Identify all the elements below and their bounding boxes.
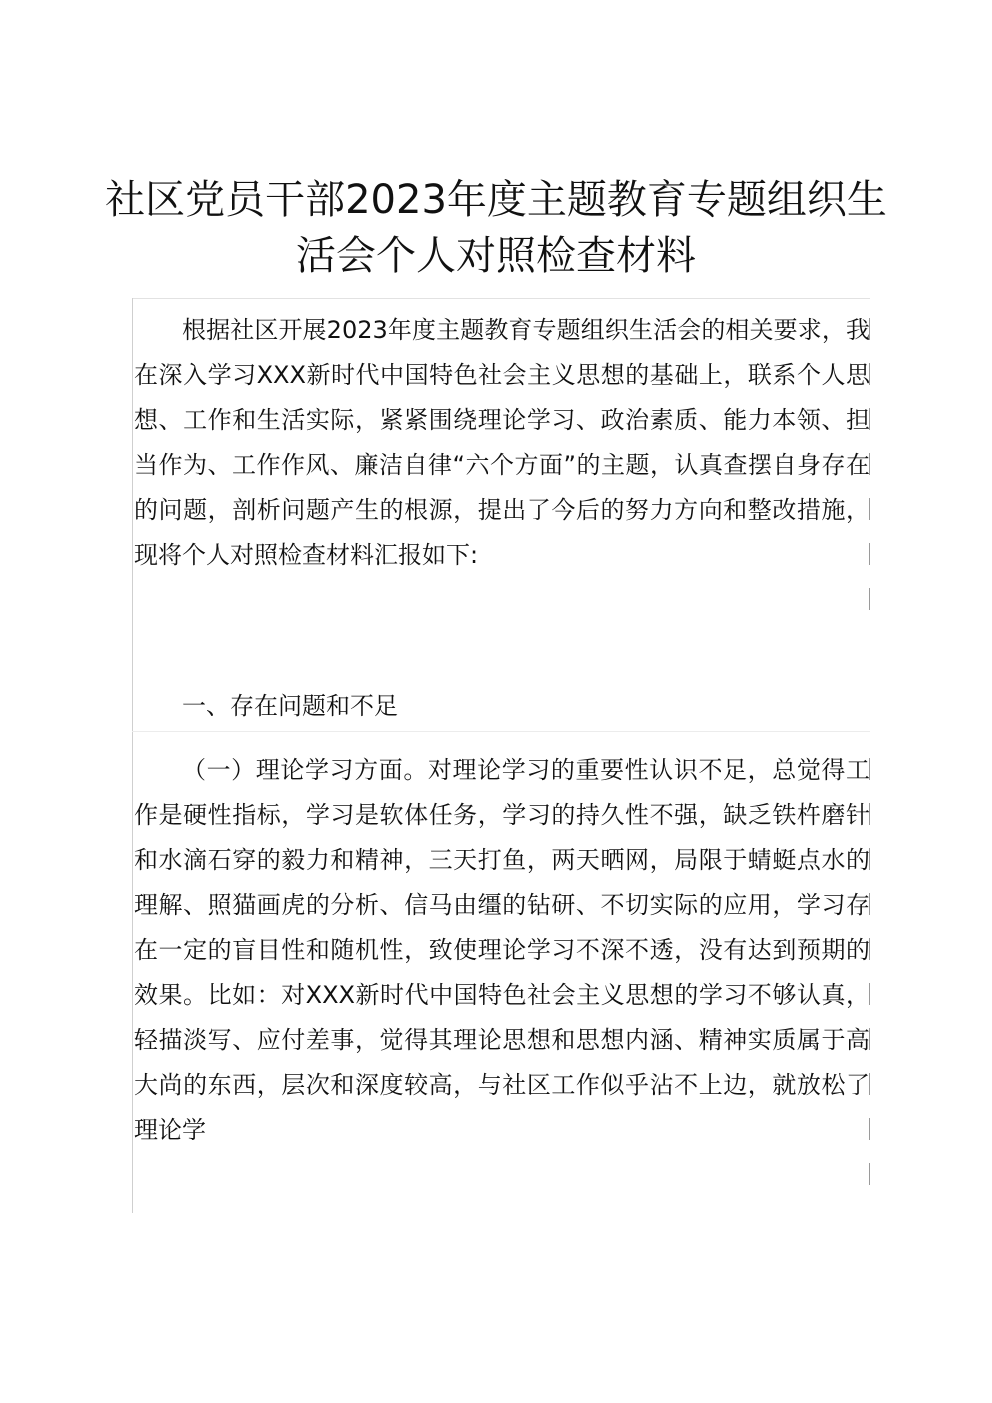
title-line-1: 社区党员干部2023年度主题教育专题组织生 xyxy=(105,177,887,223)
margin-tick xyxy=(869,1163,870,1185)
margin-line-left xyxy=(132,298,133,1213)
margin-line-section xyxy=(132,731,870,732)
intro-paragraph: 根据社区开展2023年度主题教育专题组织生活会的相关要求，我在深入学习XXX新时代中国特色社会主义思想的基础上，联系个人思想、工作和生活实际，紧紧围绕理论学习、政治素质、能力本领、担当作为、工作作风、廉洁自律“六个方面”的主题，认真查摆自身存在的问题，剖析问题产生的根源，提出了今后的努力方向和整改措施，现将个人对照检查材料汇报如下: xyxy=(134,316,870,569)
margin-tick xyxy=(869,588,870,610)
margin-line-top xyxy=(132,298,870,299)
document-title xyxy=(100,172,892,284)
theory-study-paragraph: （一）理论学习方面。对理论学习的重要性认识不足，总觉得工作是硬性指标，学习是软体任务，学习的持久性不强，缺乏铁杵磨针和水滴石穿的毅力和精神，三天打鱼，两天晒网，局限于蜻蜓点水的理解、照猫画虎的分析、信马由缰的钻研、不切实际的应用，学习存在一定的盲目性和随机性，致使理论学习不深不透，没有达到预期的效果。比如：对XXX新时代中国特色社会主义思想的学习不够认真，轻描淡写、应付差事，觉得其理论思想和思想内涵、精神实质属于高大尚的东西，层次和深度较高，与社区工作似乎沾不上边，就放松了理论学 xyxy=(134,756,870,1144)
title-line-2: 活会个人对照检查材料 xyxy=(296,233,696,279)
section-heading: 一、存在问题和不足 xyxy=(182,692,398,720)
